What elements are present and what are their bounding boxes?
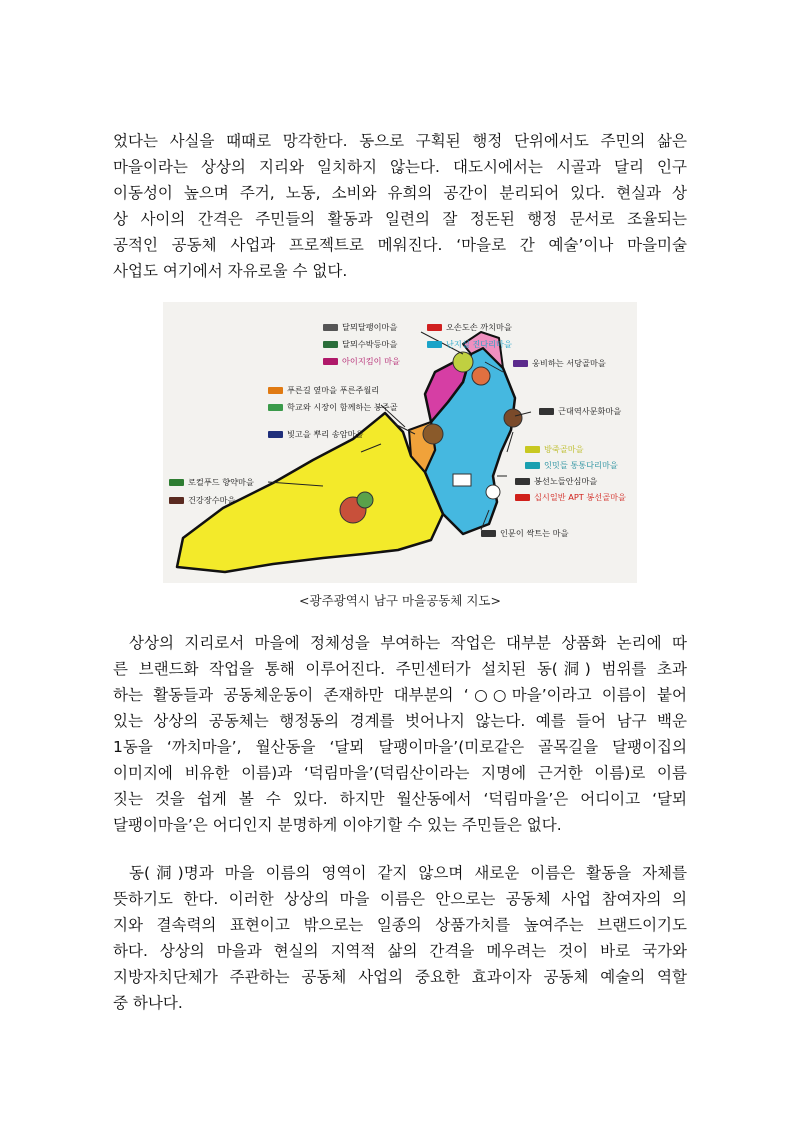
body-paragraph-1 [113, 128, 687, 284]
map-label: 달뫼달팽이마을 [323, 322, 397, 332]
text-line: 중 하나다. [113, 994, 183, 1012]
map-label: 로컬푸드 향약마을 [169, 477, 254, 487]
text-line: 짓는 것을 쉽게 볼 수 있다. 하지만 월산동에서 ‘덕림마을’은 어디이고 ‘달뫼 [113, 790, 687, 808]
map-label: 난지실 진다리마을 [427, 339, 512, 349]
text-line: 상 사이의 간격은 주민들의 활동과 일련의 잘 정돈된 행정 문서로 조율되는 [113, 210, 687, 228]
map-label: 십시일반 APT 봉선골마을 [515, 492, 626, 502]
map-label: 인문이 싹트는 마을 [481, 528, 568, 538]
map-label: 학교와 시장이 함께하는 봉주골 [268, 402, 398, 412]
text-line: 달팽이마을’은 어디인지 분명하게 이야기할 수 있는 주민들은 없다. [113, 816, 562, 834]
text-line: 하는 활동들과 공동체운동이 존재하만 대부분의 ‘○○마을’이라고 이름이 붙어 [113, 686, 687, 704]
map-label: 아이지킴이 마을 [323, 356, 400, 366]
text-line: 었다는 사실을 때때로 망각한다. 동으로 구획된 행정 단위에서도 주민의 삶은 [113, 132, 687, 150]
text-line: 른 브랜드화 작업을 통해 이루어진다. 주민센터가 설치된 동(洞) 범위를 초과 [113, 660, 687, 678]
map-label: 빛고을 뿌리 송암마을 [268, 429, 363, 439]
text-line: 사업도 여기에서 자유로울 수 없다. [113, 262, 348, 280]
text-line: 이미지에 비유한 이름)과 ‘덕림마을’(덕림산이라는 지명에 근거한 이름)로 이름 [113, 764, 687, 782]
map-label: 오손도손 까치마을 [427, 322, 512, 332]
text-line: 1동을 ‘까치마을’, 월산동을 ‘달뫼 달팽이마을’(미로같은 골목길을 달팽이집의 [113, 738, 687, 756]
body-paragraph-2 [113, 630, 687, 838]
map-label: 방죽골마을 [525, 444, 584, 454]
text-line: 마을이라는 상상의 지리와 일치하지 않는다. 대도시에서는 시골과 달리 인구 [113, 158, 687, 176]
map-label: 근대역사문화마을 [539, 406, 621, 416]
body-paragraph-3 [113, 860, 687, 1016]
map-label: 봉선노들안심마을 [515, 476, 597, 486]
village-community-map-figure [163, 302, 637, 583]
text-line: 뜻하기도 한다. 이러한 상상의 마을 이름은 안으로는 공동체 사업 참여자의 의 [113, 890, 687, 908]
text-line: 동(洞)명과 마을 이름의 영역이 같지 않으며 새로운 이름은 활동을 자체를 [129, 864, 687, 882]
text-line: 공적인 공동체 사업과 프로젝트로 메워진다. ‘마을로 간 예술’이나 마을미술 [113, 236, 687, 254]
text-line: 있는 상상의 공동체는 행정동의 경계를 벗어나지 않는다. 예를 들어 남구 백운 [113, 712, 687, 730]
text-line: 하다. 상상의 마을과 현실의 지역적 삶의 간격을 메우려는 것이 바로 국가와 [113, 942, 687, 960]
map-label: 푸른길 옆마을 푸른주월리 [268, 385, 379, 395]
map-label: 달뫼수박등마을 [323, 339, 397, 349]
text-line: 지방자치단체가 주관하는 공동체 사업의 중요한 효과이자 공동체 예술의 역할 [113, 968, 687, 986]
text-line: 이동성이 높으며 주거, 노동, 소비와 유희의 공간이 분리되어 있다. 현실과 상 [113, 184, 687, 202]
map-illustration [163, 302, 637, 583]
map-label: 웅비하는 서당골마을 [513, 358, 606, 368]
text-line: 지와 결속력의 표현이고 밖으로는 일종의 상품가치를 높여주는 브랜드이기도 [113, 916, 687, 934]
text-line: 상상의 지리로서 마을에 정체성을 부여하는 작업은 대부분 상품화 논리에 따 [129, 634, 687, 652]
map-label: 잇밋들 통통다리마을 [525, 460, 618, 470]
figure-caption: <광주광역시 남구 마을공동체 지도> [299, 593, 501, 608]
map-label: 건강장수마을 [169, 495, 235, 505]
